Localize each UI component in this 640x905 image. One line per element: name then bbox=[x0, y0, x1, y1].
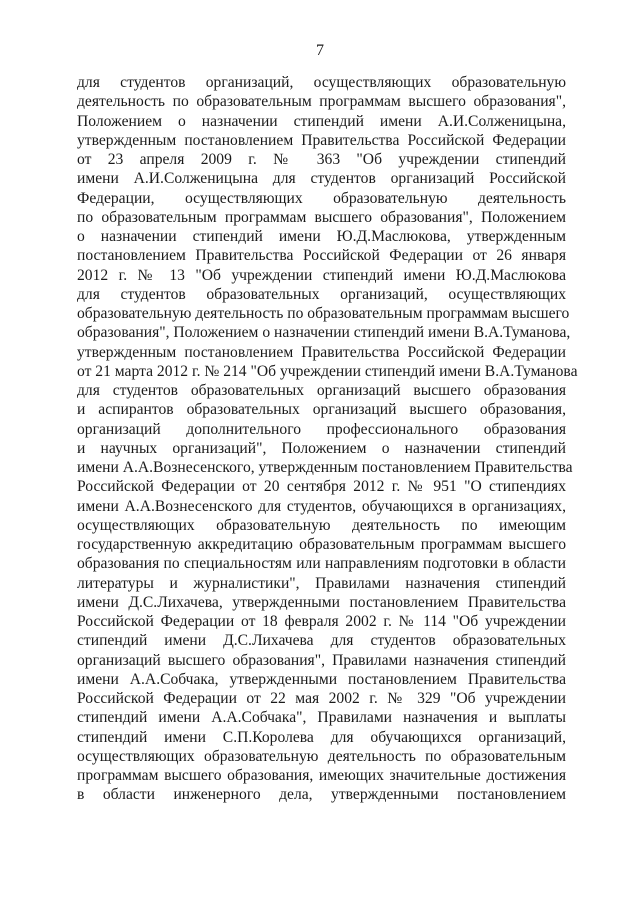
text-line: организаций высшего образования", Правилами назначения стипендий bbox=[77, 651, 566, 669]
text-line: от 21 марта 2012 г. № 214 "Об учреждении стипендий имени В.А.Туманова bbox=[77, 362, 578, 380]
text-line: 2012 г. № 13 "Об учреждении стипендий имени Ю.Д.Маслюкова bbox=[77, 266, 566, 284]
page-number: 7 bbox=[316, 42, 324, 59]
text-line: от 23 апреля 2009 г. № 363 "Об учреждении стипендий bbox=[77, 151, 566, 168]
text-line: для студентов образовательных организаций, осуществляющих bbox=[77, 285, 566, 303]
text-line: деятельность по образовательным программам высшего образования", bbox=[77, 93, 566, 111]
text-line: образования по специальностям или направлениям подготовки в области bbox=[77, 555, 566, 573]
text-line: стипендий имени С.П.Королева для обучающихся организаций, bbox=[77, 728, 566, 746]
text-line: стипендий имени А.А.Собчака", Правилами назначения и выплаты bbox=[77, 709, 566, 727]
text-line: Положением о назначении стипендий имени А.И.Солженицына, bbox=[77, 112, 566, 130]
text-line: утвержденным постановлением Правительства Российской Федерации bbox=[77, 343, 566, 361]
text-line: и аспирантов образовательных организаций высшего образования, bbox=[77, 401, 566, 419]
text-line: образовательную деятельность по образовательным программам высшего bbox=[77, 305, 570, 322]
text-line: Российской Федерации от 18 февраля 2002 г. № 114 "Об учреждении bbox=[77, 613, 566, 630]
text-line: имени А.И.Солженицына для студентов организаций Российской bbox=[77, 170, 566, 188]
text-line: Российской Федерации от 20 сентября 2012 г. № 951 "О стипендиях bbox=[77, 478, 566, 496]
text-line: организаций дополнительного профессионального образования bbox=[77, 420, 566, 438]
text-line: утвержденным постановлением Правительства Российской Федерации bbox=[77, 131, 566, 149]
text-line: имени Д.С.Лихачева, утвержденными постановлением Правительства bbox=[77, 593, 566, 611]
text-line: в области инженерного дела, утвержденными постановлением bbox=[77, 786, 566, 804]
text-line: о назначении стипендий имени Ю.Д.Маслюкова, утвержденным bbox=[77, 228, 566, 245]
text-line: имени А.А.Вознесенского, утвержденным постановлением Правительства bbox=[77, 459, 573, 476]
text-line: имени А.А.Собчака, утвержденными постановлением Правительства bbox=[77, 670, 566, 688]
text-line: постановлением Правительства Российской Федерации от 26 января bbox=[77, 247, 566, 265]
text-line: Федерации, осуществляющих образовательную деятельность bbox=[77, 189, 566, 207]
text-line: имени А.А.Вознесенского для студентов, обучающихся в организациях, bbox=[77, 497, 566, 515]
text-line: программам высшего образования, имеющих значительные достижения bbox=[77, 767, 566, 784]
text-line: и научных организаций", Положением о назначении стипендий bbox=[77, 439, 566, 457]
text-line: осуществляющих образовательную деятельность по образовательным bbox=[77, 747, 566, 765]
text-line: Российской Федерации от 22 мая 2002 г. № 329 "Об учреждении bbox=[77, 690, 566, 707]
text-line: литературы и журналистики", Правилами назначения стипендий bbox=[77, 574, 566, 592]
text-line: стипендий имени Д.С.Лихачева для студентов образовательных bbox=[77, 632, 566, 650]
text-line: образования", Положением о назначении стипендий имени В.А.Туманова, bbox=[77, 324, 571, 342]
text-line: для студентов образовательных организаций высшего образования bbox=[77, 382, 566, 399]
text-line: государственную аккредитацию образовательным программам высшего bbox=[77, 536, 566, 553]
text-line: по образовательным программам высшего образования", Положением bbox=[77, 208, 566, 226]
text-line: осуществляющих образовательную деятельность по имеющим bbox=[77, 516, 566, 534]
text-line: для студентов организаций, осуществляющих образовательную bbox=[77, 74, 566, 91]
body-text bbox=[77, 73, 578, 805]
